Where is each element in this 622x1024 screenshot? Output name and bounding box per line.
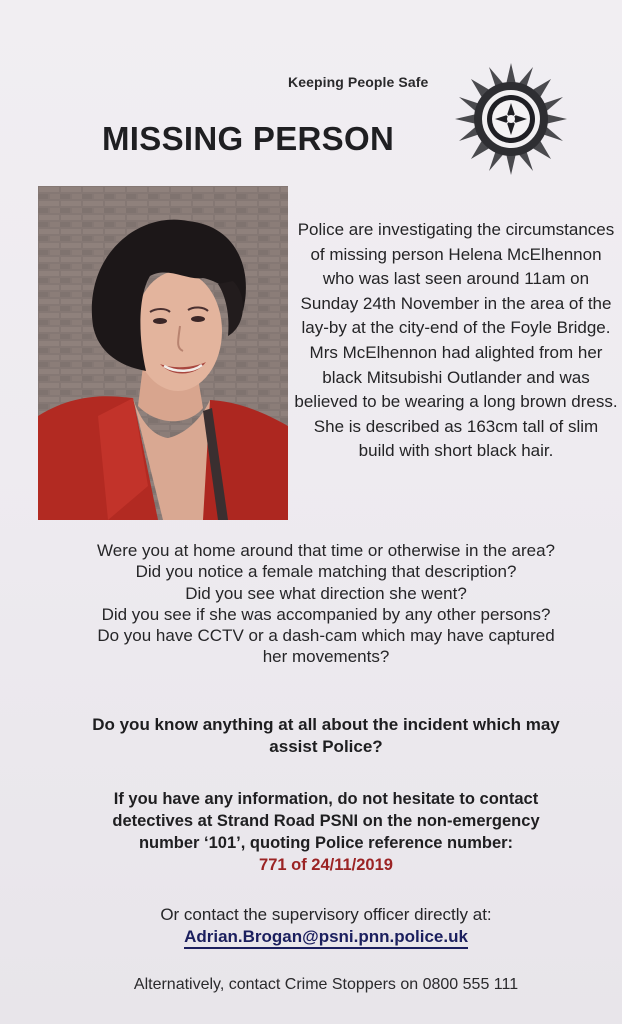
supervisor-email-link[interactable]: Adrian.Brogan@psni.pnn.police.uk bbox=[184, 927, 468, 949]
page-title: MISSING PERSON bbox=[102, 120, 395, 157]
tagline: Keeping People Safe bbox=[288, 74, 429, 90]
appeal-questions bbox=[30, 540, 622, 668]
question-line: her movements? bbox=[262, 647, 390, 667]
contact-instructions bbox=[30, 788, 622, 876]
description-text: Police are investigating the circumstances of missing person Helena McElhennon who was last seen around 11am on Sunday 24th November in the area of the lay-by at the city-end of the Foyle Bridge. Mrs McElhennon had alighted from her black Mitsubishi Outlander and was believed to be wearing a long brown dress. She is described as 163cm tall of slim build with short black hair. bbox=[294, 220, 618, 461]
question-line: Were you at home around that time or otherwise in the area? bbox=[97, 541, 555, 560]
question-line: Did you see if she was accompanied by any other persons? bbox=[101, 604, 551, 624]
police-reference-number: 771 of 24/11/2019 bbox=[259, 856, 393, 874]
missing-person-photo bbox=[38, 186, 288, 520]
question-line: Do you have CCTV or a dash-cam which may have captured bbox=[97, 626, 555, 646]
appeal-emphasis bbox=[30, 714, 622, 758]
supervisor-text: Or contact the supervisory officer directly at: bbox=[160, 905, 492, 924]
contact-line: detectives at Strand Road PSNI on the non-emergency bbox=[112, 812, 540, 830]
contact-line: If you have any information, do not hesitate to contact bbox=[113, 790, 539, 808]
crime-stoppers-text: Alternatively, contact Crime Stoppers on 0800 555 111 bbox=[133, 976, 519, 993]
emphasis-line: assist Police? bbox=[269, 737, 383, 756]
contact-line: number ‘101’, quoting Police reference number: bbox=[138, 834, 514, 852]
psni-crest-icon bbox=[452, 60, 570, 178]
question-line: Did you see what direction she went? bbox=[185, 583, 467, 603]
question-line: Did you notice a female matching that description? bbox=[135, 562, 517, 582]
supervisor-contact bbox=[30, 904, 622, 949]
emphasis-line: Do you know anything at all about the incident which may bbox=[92, 715, 560, 734]
